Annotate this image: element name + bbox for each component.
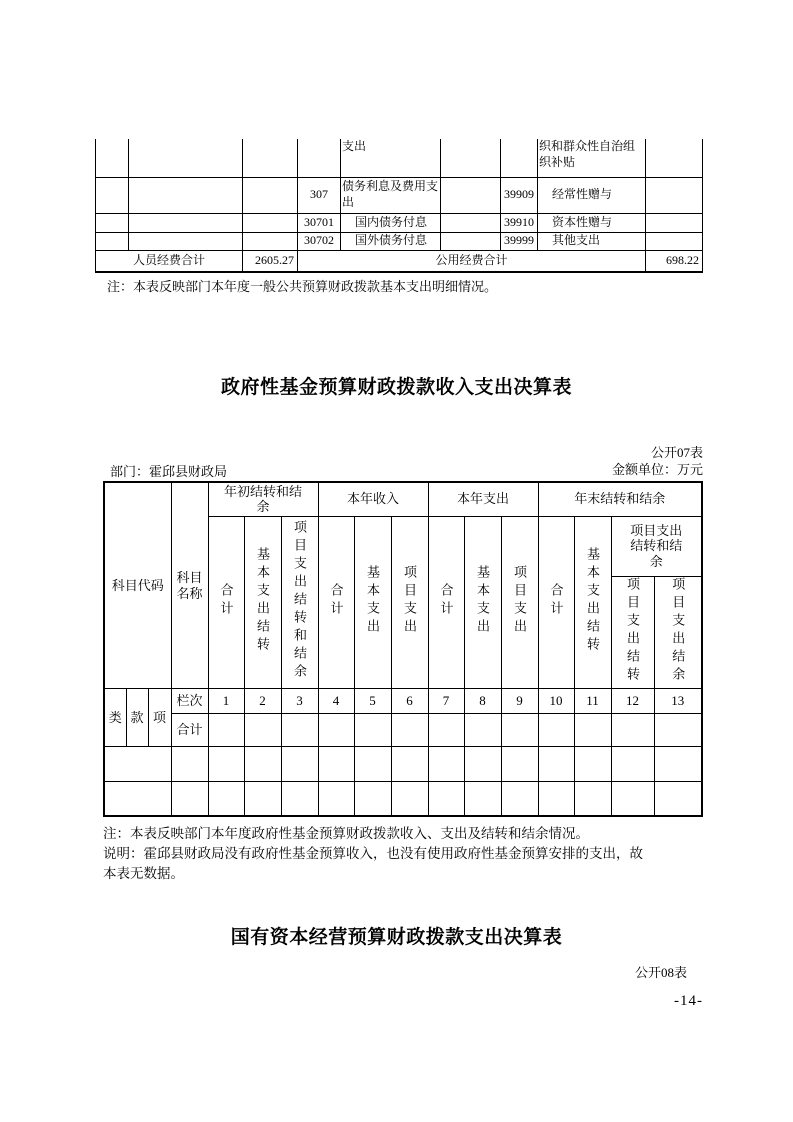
value-cell bbox=[428, 747, 464, 782]
value-cell bbox=[464, 747, 501, 782]
value-cell bbox=[538, 782, 574, 816]
value-cell bbox=[574, 782, 611, 816]
value-cell bbox=[318, 714, 354, 747]
empty-cell bbox=[129, 213, 243, 232]
value-cell bbox=[501, 782, 538, 816]
amount-cell bbox=[646, 139, 703, 177]
amount-cell bbox=[646, 177, 703, 213]
personnel-total-amount: 2605.27 bbox=[243, 250, 298, 272]
amount-cell bbox=[441, 232, 501, 250]
value-cell bbox=[464, 714, 501, 747]
public-total-label: 公用经费合计 bbox=[298, 250, 646, 272]
empty-cell bbox=[129, 177, 243, 213]
column-number-cell: 8 bbox=[464, 689, 501, 714]
column-number-cell: 5 bbox=[354, 689, 391, 714]
page-number: -14- bbox=[674, 993, 703, 1009]
column-number-cell: 9 bbox=[501, 689, 538, 714]
gov-fund-table bbox=[103, 481, 703, 817]
code-cell: 39909 bbox=[501, 177, 538, 213]
value-cell bbox=[281, 782, 318, 816]
name-cell: 债务利息及费用支出 bbox=[341, 177, 441, 213]
section-header: 款 bbox=[126, 689, 148, 747]
name-cell: 经常性赠与 bbox=[538, 177, 646, 213]
public-total-amount: 698.22 bbox=[646, 250, 703, 272]
value-cell bbox=[654, 747, 702, 782]
header-row-groups bbox=[104, 482, 702, 516]
subject-name-cell bbox=[171, 747, 208, 782]
value-cell bbox=[574, 747, 611, 782]
value-cell bbox=[464, 782, 501, 816]
name-cell: 资本性赠与 bbox=[538, 213, 646, 232]
subject-code-header: 科目代码 bbox=[104, 482, 171, 689]
empty-cell bbox=[129, 139, 243, 177]
value-cell bbox=[654, 782, 702, 816]
value-cell bbox=[244, 714, 281, 747]
value-cell bbox=[281, 714, 318, 747]
group-header-expenditure: 本年支出 bbox=[428, 482, 538, 516]
value-cell bbox=[501, 747, 538, 782]
value-cell bbox=[244, 782, 281, 816]
personnel-total-label: 人员经费合计 bbox=[96, 250, 243, 272]
value-cell bbox=[281, 747, 318, 782]
value-cell bbox=[501, 714, 538, 747]
amount-cell bbox=[441, 213, 501, 232]
value-cell bbox=[318, 747, 354, 782]
column-number-row bbox=[104, 689, 702, 714]
subject-name-cell bbox=[171, 782, 208, 816]
name-cell: 支出 bbox=[341, 139, 441, 177]
value-cell bbox=[391, 714, 428, 747]
empty-cell bbox=[243, 213, 298, 232]
total-row bbox=[104, 714, 702, 747]
empty-cell bbox=[243, 139, 298, 177]
soe-table-code: 公开08表 bbox=[634, 965, 687, 980]
class-header: 类 bbox=[104, 689, 126, 747]
column-number-cell: 2 bbox=[244, 689, 281, 714]
value-cell bbox=[244, 747, 281, 782]
col-header-project-carryover: 项目支出结转和结余 bbox=[281, 516, 318, 689]
value-cell bbox=[428, 782, 464, 816]
gov-fund-explanation: 说明：霍邱县财政局没有政府性基金预算收入，也没有使用政府性基金预算安排的支出，故本表无数据。 bbox=[103, 846, 643, 881]
code-cell: 307 bbox=[298, 177, 341, 213]
gov-fund-table-code: 公开07表 bbox=[650, 445, 703, 460]
column-number-cell: 1 bbox=[208, 689, 244, 714]
lanci-label: 栏次 bbox=[171, 689, 208, 714]
col-header-project-remainder: 项目支出结余 bbox=[654, 576, 702, 689]
value-cell bbox=[354, 714, 391, 747]
col-header-project: 项目支出 bbox=[391, 516, 428, 689]
column-number-cell: 10 bbox=[538, 689, 574, 714]
subgroup-header-project-carryover: 项目支出结转和结余 bbox=[611, 516, 702, 576]
col-header-basic: 基本支出 bbox=[464, 516, 501, 689]
value-cell bbox=[538, 747, 574, 782]
column-number-cell: 3 bbox=[281, 689, 318, 714]
basic-table-note: 注：本表反映部门本年度一般公共预算财政拨款基本支出明细情况。 bbox=[107, 279, 498, 294]
value-cell bbox=[391, 782, 428, 816]
empty-cell bbox=[96, 213, 129, 232]
item-header: 项 bbox=[148, 689, 171, 747]
subject-code-cell bbox=[104, 747, 171, 782]
value-cell bbox=[354, 782, 391, 816]
basic-expenditure-table bbox=[95, 139, 703, 273]
empty-cell bbox=[243, 232, 298, 250]
column-number-cell: 12 bbox=[611, 689, 654, 714]
subject-name-header: 科目名称 bbox=[171, 482, 208, 689]
value-cell bbox=[208, 782, 244, 816]
value-cell bbox=[391, 747, 428, 782]
empty-cell bbox=[96, 177, 129, 213]
value-cell bbox=[354, 747, 391, 782]
name-cell: 其他支出 bbox=[538, 232, 646, 250]
code-cell: 30702 bbox=[298, 232, 341, 250]
value-cell bbox=[611, 747, 654, 782]
soe-title: 国有资本经营预算财政拨款支出决算表 bbox=[230, 927, 563, 948]
col-header-total: 合计 bbox=[428, 516, 464, 689]
name-cell: 国外债务付息 bbox=[341, 232, 441, 250]
col-header-project-carryforward: 项目支出结转 bbox=[611, 576, 654, 689]
value-cell bbox=[318, 782, 354, 816]
code-cell bbox=[501, 139, 538, 177]
value-cell bbox=[208, 714, 244, 747]
name-cell: 国内债务付息 bbox=[341, 213, 441, 232]
value-cell bbox=[574, 714, 611, 747]
column-number-cell: 6 bbox=[391, 689, 428, 714]
empty-cell bbox=[96, 232, 129, 250]
column-number-cell: 7 bbox=[428, 689, 464, 714]
table-row bbox=[96, 177, 703, 213]
code-cell: 39910 bbox=[501, 213, 538, 232]
gov-fund-note: 注：本表反映部门本年度政府性基金预算财政拨款收入、支出及结转和结余情况。 bbox=[103, 826, 589, 841]
value-cell bbox=[611, 714, 654, 747]
column-number-cell: 4 bbox=[318, 689, 354, 714]
col-header-total: 合计 bbox=[538, 516, 574, 689]
col-header-total: 合计 bbox=[208, 516, 244, 689]
group-header-end-balance: 年末结转和结余 bbox=[538, 482, 702, 516]
table-row bbox=[96, 213, 703, 232]
amount-cell bbox=[441, 139, 501, 177]
table-row bbox=[96, 232, 703, 250]
group-header-begin-balance: 年初结转和结余 bbox=[208, 482, 318, 516]
gov-fund-title: 政府性基金预算财政拨款收入支出决算表 bbox=[220, 377, 572, 398]
code-cell: 30701 bbox=[298, 213, 341, 232]
col-header-basic-carryover: 基本支出结转 bbox=[244, 516, 281, 689]
value-cell bbox=[208, 747, 244, 782]
amount-cell bbox=[441, 177, 501, 213]
total-row-label: 合计 bbox=[171, 714, 208, 747]
empty-data-row bbox=[104, 747, 702, 782]
unit-label: 金额单位：万元 bbox=[611, 462, 703, 477]
empty-cell bbox=[243, 177, 298, 213]
amount-cell bbox=[646, 232, 703, 250]
value-cell bbox=[538, 714, 574, 747]
col-header-basic: 基本支出 bbox=[354, 516, 391, 689]
code-cell: 39999 bbox=[501, 232, 538, 250]
name-cell: 织和群众性自治组织补贴 bbox=[538, 139, 646, 177]
empty-cell bbox=[96, 139, 129, 177]
department-label: 部门：霍邱县财政局 bbox=[110, 464, 228, 479]
table-row bbox=[96, 139, 703, 177]
col-header-basic-carryover: 基本支出结转 bbox=[574, 516, 611, 689]
summary-row bbox=[96, 250, 703, 272]
code-cell bbox=[298, 139, 341, 177]
value-cell bbox=[428, 714, 464, 747]
col-header-total: 合计 bbox=[318, 516, 354, 689]
column-number-cell: 11 bbox=[574, 689, 611, 714]
col-header-project: 项目支出 bbox=[501, 516, 538, 689]
amount-cell bbox=[646, 213, 703, 232]
value-cell bbox=[611, 782, 654, 816]
empty-data-row bbox=[104, 782, 702, 816]
group-header-income: 本年收入 bbox=[318, 482, 428, 516]
empty-cell bbox=[129, 232, 243, 250]
column-number-cell: 13 bbox=[654, 689, 702, 714]
subject-code-cell bbox=[104, 782, 171, 816]
